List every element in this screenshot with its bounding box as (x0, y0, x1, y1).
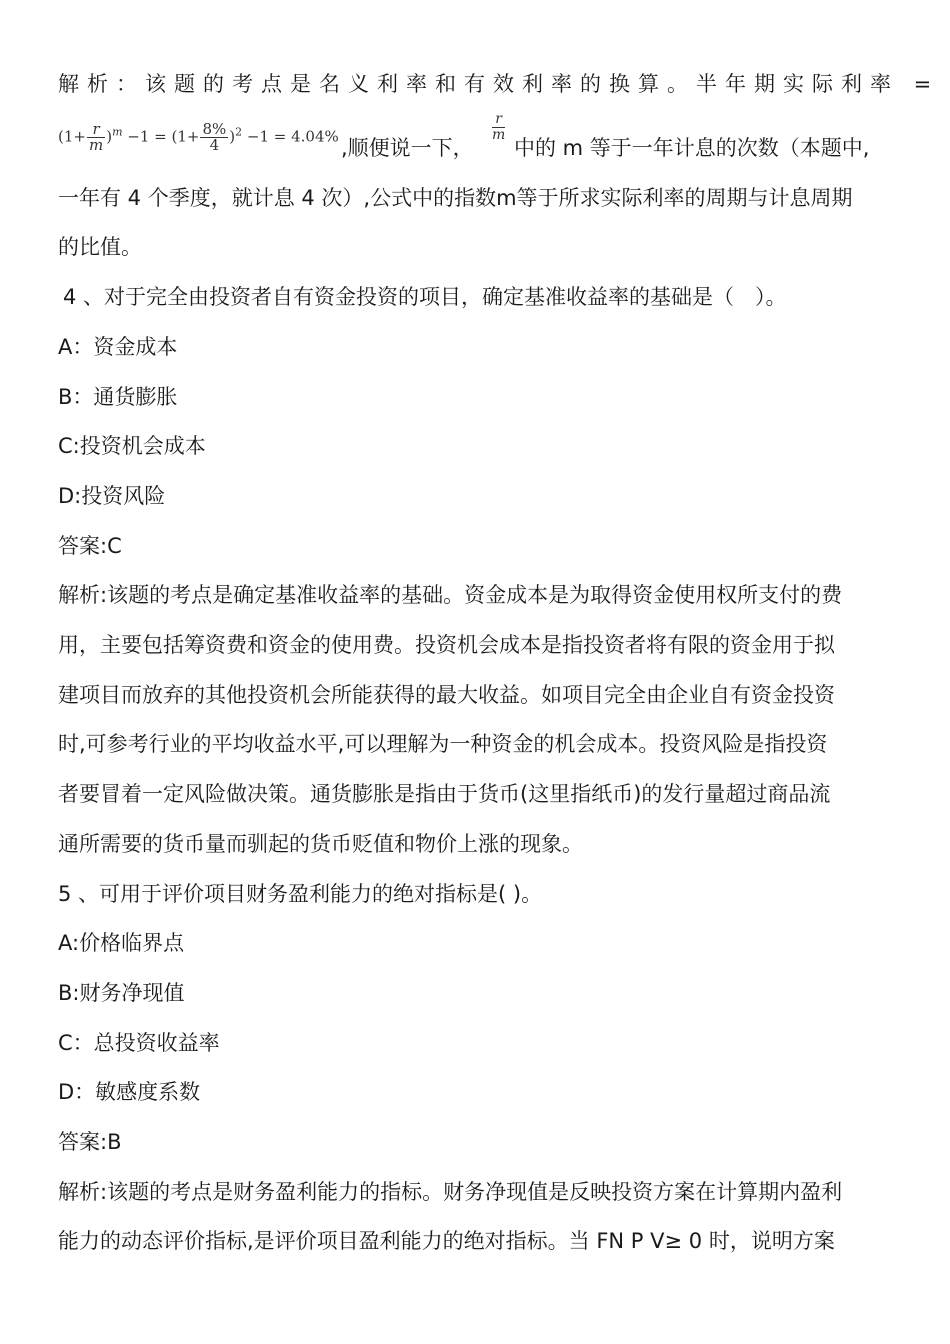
paragraph-line: 一年有 4 个季度，就计息 4 次）,公式中的指数m等于所求实际利率的周期与计息周期 (58, 185, 853, 210)
question-5: 5 、可用于评价项目财务盈利能力的绝对指标是( )。 (58, 881, 543, 906)
document-page (58, 60, 940, 1267)
question-4-option-b: B：通货膨胀 (58, 384, 178, 409)
question-4-option-a: A：资金成本 (58, 334, 178, 359)
formula-remark: ,顺便说一下， (341, 135, 474, 160)
question-4-option-c: C:投资机会成本 (58, 434, 206, 459)
explanation-line: 能力的动态评价指标,是评价项目盈利能力的绝对指标。当 FN P V≥ 0 时，说明方案 (58, 1229, 835, 1254)
fraction-8pct-over-4: $\frac{8\%}{4}$ (202, 119, 227, 154)
question-5-option-b: B:财务净现值 (58, 980, 185, 1005)
paragraph-line: 解析：该题的考点是名义利率和有效利率的换算。半年期实际利率 = (58, 72, 940, 96)
question-5-option-d: D：敏感度系数 (58, 1080, 201, 1105)
explanation-line: 解析:该题的考点是确定基准收益率的基础。资金成本是为取得资金使用权所支付的费 (58, 583, 843, 608)
question-4-option-d: D:投资风险 (58, 483, 166, 508)
explanation-line: 解析:该题的考点是财务盈利能力的指标。财务净现值是反映投资方案在计算期内盈利 (58, 1179, 843, 1204)
formula-remark-continued: 中的 m 等于一年计息的次数（本题中, (514, 135, 870, 160)
formula-row (58, 110, 894, 174)
question-5-answer: 答案:B (58, 1130, 122, 1155)
question-5-option-a: A:价格临界点 (58, 931, 185, 956)
effective-rate-formula: (1+ $\frac{r}{m}$ )$^m$ −1 = (1+ $\frac{8\%}{4}$ )$^2$ −1 = 4.04% (58, 119, 339, 154)
fraction-r-over-m-inline: $\frac{r}{m}$ (492, 110, 506, 143)
paragraph-line: 的比值。 (58, 235, 142, 260)
explanation-line: 者要冒着一定风险做决策。通货膨胀是指由于货币(这里指纸币)的发行量超过商品流 (58, 782, 831, 807)
explanation-line: 建项目而放弃的其他投资机会所能获得的最大收益。如项目完全由企业自有资金投资 (58, 682, 835, 707)
explanation-line: 时,可参考行业的平均收益水平,可以理解为一种资金的机会成本。投资风险是指投资 (58, 732, 828, 757)
question-4: 4 、对于完全由投资者自有资金投资的项目，确定基准收益率的基础是（ ）。 (63, 285, 787, 310)
explanation-line: 通所需要的货币量而驯起的货币贬值和物价上涨的现象。 (58, 831, 583, 856)
question-5-option-c: C：总投资收益率 (58, 1030, 220, 1055)
question-4-answer: 答案:C (58, 533, 122, 558)
fraction-r-over-m: $\frac{r}{m}$ (88, 119, 104, 154)
explanation-line: 用，主要包括筹资费和资金的使用费。投资机会成本是指投资者将有限的资金用于拟 (58, 633, 835, 658)
